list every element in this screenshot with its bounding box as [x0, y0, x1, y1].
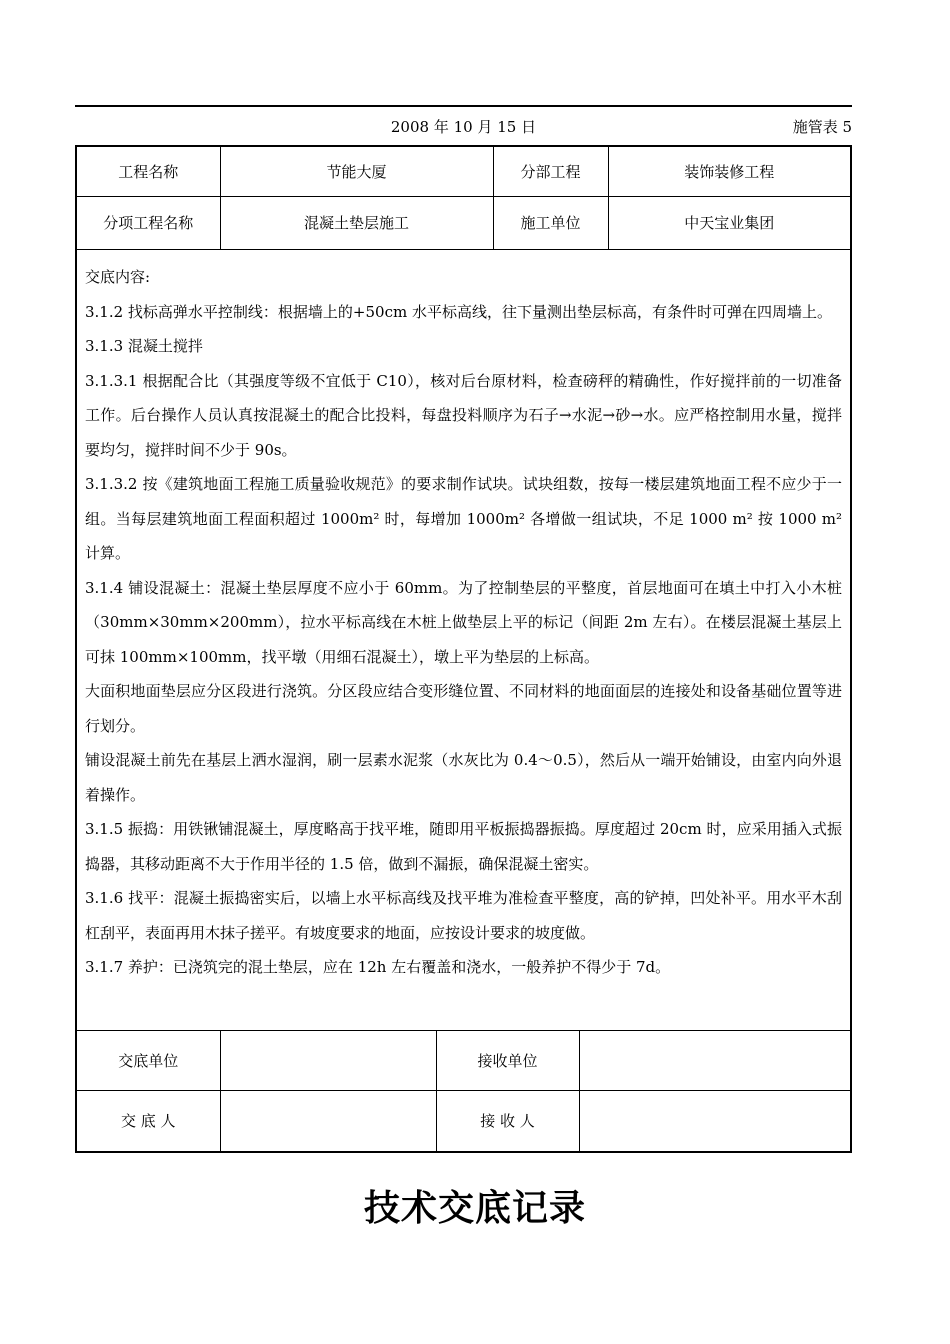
issuer-person-label: 交 底 人	[77, 1090, 220, 1151]
subitem-label: 分项工程名称	[77, 196, 220, 249]
receiver-person-label: 接 收 人	[436, 1090, 579, 1151]
paragraph: 3.1.4 铺设混凝土：混凝土垫层厚度不应小于 60mm。为了控制垫层的平整度，首层地面可在填土中打入小木桩（30mm×30mm×200mm），拉水平标高线在木桩上做垫层上平的标记（间距 2m 左右）。在楼层混凝土基层上可抹 100mm×100mm，找平墩（用细石混凝土），墩上平为垫层的上标高。	[85, 578, 842, 666]
top-rule	[75, 105, 852, 107]
project-name-label: 工程名称	[77, 147, 220, 196]
paragraph: 3.1.6 找平：混凝土振捣密实后，以墙上水平标高线及找平堆为准检查平整度，高的铲掉，凹处补平。用水平木刮杠刮平，表面再用木抹子搓平。有坡度要求的地面，应按设计要求的坡度做。	[85, 889, 842, 942]
paragraph: 3.1.5 振捣：用铁锹铺混凝土，厚度略高于找平堆，随即用平板振捣器振捣。厚度超过 20cm 时，应采用插入式振捣器，其移动距离不大于作用半径的 1.5 倍，做到不漏振，确保混凝土密实。	[85, 820, 842, 873]
receiver-unit-field[interactable]	[579, 1031, 850, 1090]
content-heading: 交底内容:	[85, 268, 151, 286]
issuer-unit-label: 交底单位	[77, 1031, 220, 1090]
briefing-content	[77, 249, 850, 1031]
form-number: 施管表 5	[792, 118, 852, 136]
info-table	[77, 147, 850, 250]
paragraph: 3.1.3 混凝土搅拌	[85, 337, 203, 355]
receiver-person-field[interactable]	[579, 1090, 850, 1151]
paragraph: 3.1.3.1 根据配合比（其强度等级不宜低于 C10），核对后台原材料，检查磅秤的精确性，作好搅拌前的一切准备工作。后台操作人员认真按混凝土的配合比投料，每盘投料顺序为石子→水泥→砂→水。应严格控制用水量，搅拌要均匀，搅拌时间不少于 90s。	[85, 371, 842, 459]
record-form	[75, 145, 852, 1153]
paragraph: 大面积地面垫层应分区段进行浇筑。分区段应结合变形缝位置、不同材料的地面面层的连接处和设备基础位置等进行划分。	[85, 682, 842, 735]
project-name-value: 节能大厦	[220, 147, 493, 196]
issuer-person-field[interactable]	[220, 1090, 436, 1151]
division-value: 装饰装修工程	[608, 147, 850, 196]
subitem-value: 混凝土垫层施工	[220, 196, 493, 249]
division-label: 分部工程	[493, 147, 608, 196]
date: 2008 年 10 月 15 日	[390, 118, 537, 136]
signoff-table	[77, 1031, 850, 1151]
paragraph: 3.1.3.2 按《建筑地面工程施工质量验收规范》的要求制作试块。试块组数，按每一楼层建筑地面工程不应少于一组。当每层建筑地面工程面积超过 1000m² 时，每增加 1000m² 各增做一组试块，不足 1000 m² 按 1000 m² 计算。	[85, 475, 842, 562]
paragraph: 3.1.7 养护：已浇筑完的混土垫层，应在 12h 左右覆盖和浇水，一般养护不得少于 7d。	[85, 958, 671, 976]
contractor-value: 中天宝业集团	[608, 196, 850, 249]
contractor-label: 施工单位	[493, 196, 608, 249]
document-title: 技术交底记录	[363, 1188, 586, 1229]
paragraph: 铺设混凝土前先在基层上洒水湿润，刷一层素水泥浆（水灰比为 0.4～0.5），然后从一端开始铺设，由室内向外退着操作。	[85, 751, 842, 804]
issuer-unit-field[interactable]	[220, 1031, 436, 1090]
receiver-unit-label: 接收单位	[436, 1031, 579, 1090]
paragraph: 3.1.2 找标高弹水平控制线：根据墙上的+50cm 水平标高线，往下量测出垫层标高，有条件时可弹在四周墙上。	[85, 302, 832, 321]
